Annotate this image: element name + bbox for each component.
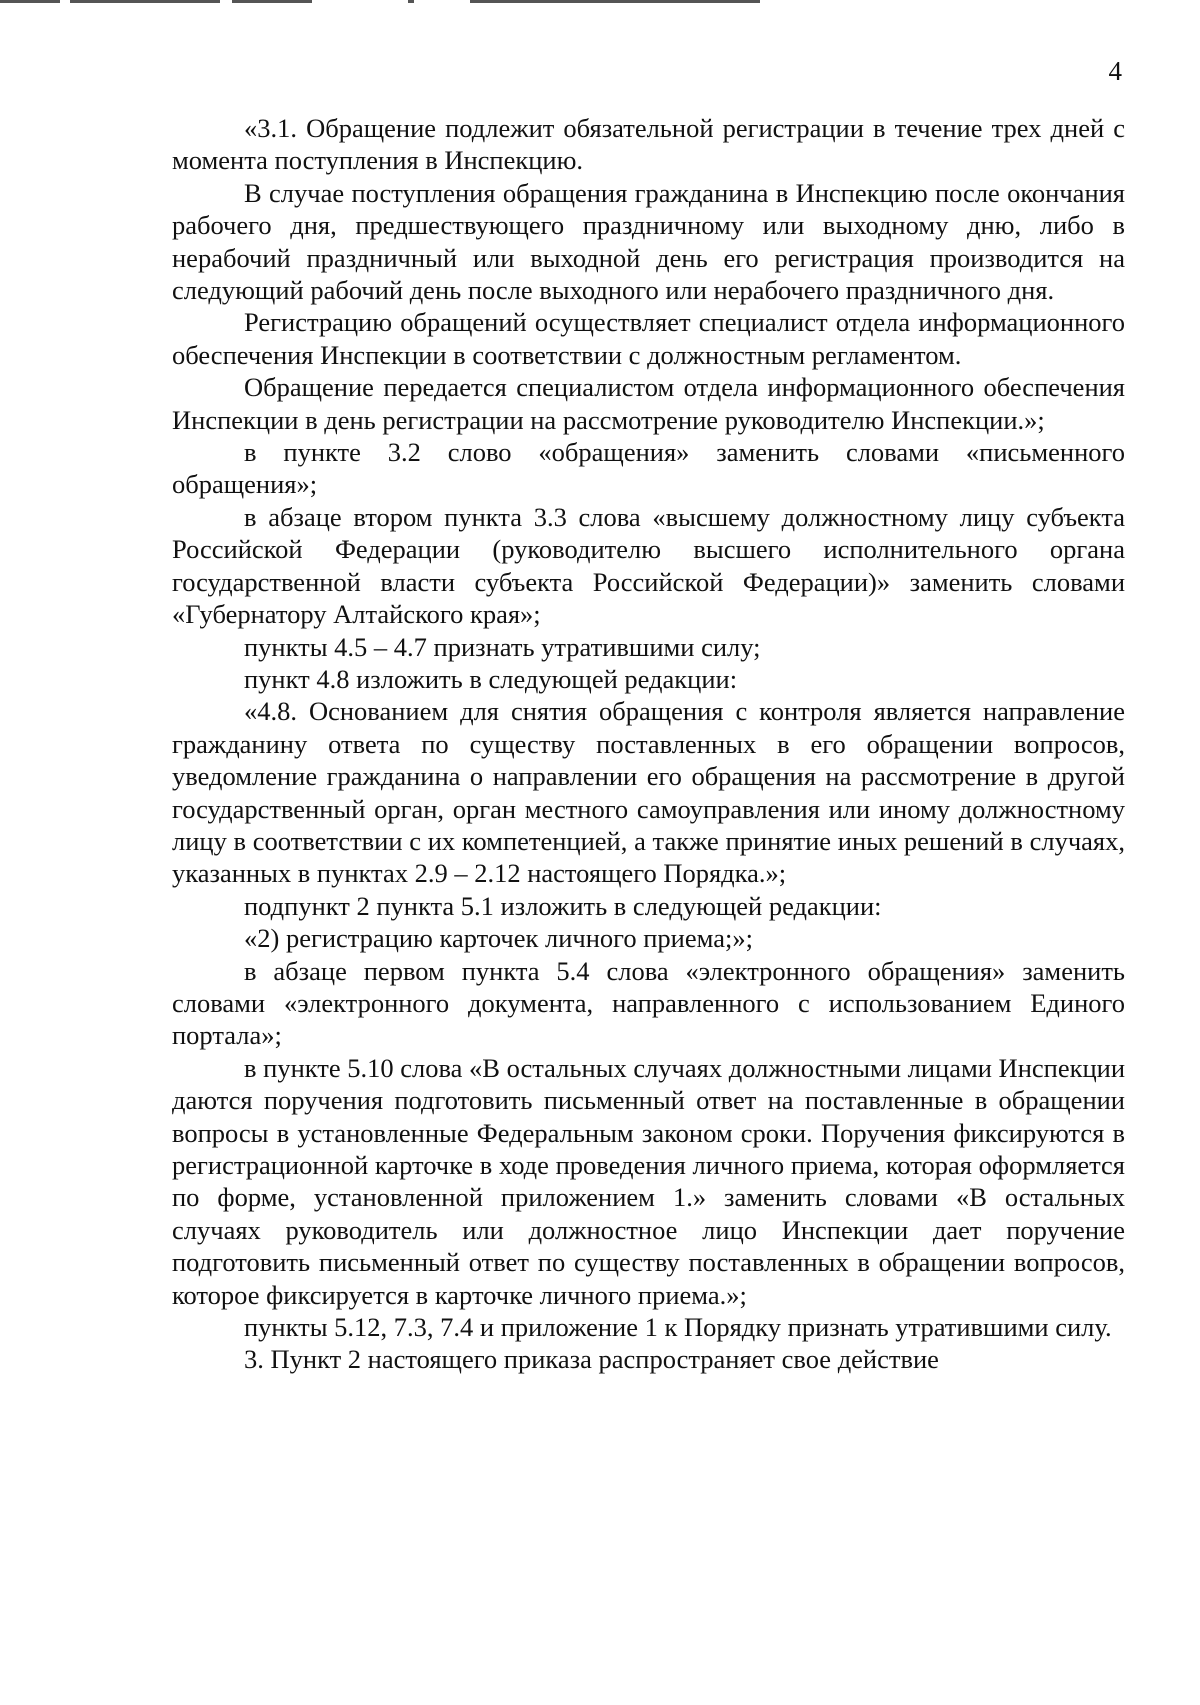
- paragraph-item-5-4: в абзаце первом пункта 5.4 слова «электронного обращения» заменить словами «электронного документа, направленного с использованием Единого портала»;: [172, 955, 1125, 1051]
- scan-artifact-strip: [0, 0, 1200, 6]
- paragraph-registration-holidays: В случае поступления обращения гражданина в Инспекцию после окончания рабочего дня, предшествующего праздничному или выходному дню, либо в нерабочий праздничный или выходной день его регистрация производится на следующий рабочий день после выходного или нерабочего праздничного дня.: [172, 177, 1125, 306]
- paragraph-3-1: «3.1. Обращение подлежит обязательной регистрации в течение трех дней с момента поступления в Инспекцию.: [172, 113, 1125, 176]
- paragraph-items-4-5-4-7: пункты 4.5 – 4.7 признать утратившими силу;: [244, 631, 761, 662]
- paragraph-registration-specialist: Регистрацию обращений осуществляет специалист отдела информационного обеспечения Инспекции в соответствии с должностным регламентом.: [172, 307, 1125, 370]
- paragraph-item-3-2: в пункте 3.2 слово «обращения» заменить словами «письменного обращения»;: [172, 437, 1125, 500]
- paragraph-item-5-1-text: «2) регистрацию карточек личного приема;»;: [244, 923, 753, 954]
- paragraph-section-3: 3. Пункт 2 настоящего приказа распространяет свое действие: [244, 1344, 939, 1375]
- paragraph-item-4-8: «4.8. Основанием для снятия обращения с контроля является направление гражданину ответа по существу поставленных в его обращении вопросов, уведомление гражданина о направлении его обращения на рассмотрение в другой государственный орган, орган местного самоуправления или иному должностному лицу в соответствии с их компетенцией, а также принятие иных решений в случаях, указанных в пунктах 2.9 – 2.12 настоящего Порядка.»;: [172, 696, 1125, 889]
- paragraph-item-5-10: в пункте 5.10 слова «В остальных случаях должностными лицами Инспекции даются поручения подготовить письменный ответ на поставленные в обращении вопросы в установленные Федеральным законом сроки. Поручения фиксируются в регистрационной карточке в ходе проведения личного приема, которая оформляется по форме, установленной приложением 1.» заменить словами «В остальных случаях руководитель или должностное лицо Инспекции дает поручение подготовить письменный ответ по существу поставленных в обращении вопросов, которое фиксируется в карточке личного приема.»;: [172, 1052, 1125, 1310]
- paragraph-item-3-3: в абзаце втором пункта 3.3 слова «высшему должностному лицу субъекта Российской Федерации (руководителю высшего исполнительного органа государственной власти субъекта Российской Федерации)» заменить словами «Губернатору Алтайского края»;: [172, 501, 1125, 630]
- paragraph-item-5-1-intro: подпункт 2 пункта 5.1 изложить в следующей редакции:: [244, 890, 882, 921]
- document-body: [172, 112, 1125, 1376]
- paragraph-items-repealed: пункты 5.12, 7.3, 7.4 и приложение 1 к Порядку признать утратившими силу.: [244, 1312, 1112, 1343]
- paragraph-item-4-8-intro: пункт 4.8 изложить в следующей редакции:: [244, 663, 738, 694]
- page-number: 4: [1108, 56, 1122, 86]
- paragraph-transfer-to-head: Обращение передается специалистом отдела информационного обеспечения Инспекции в день регистрации на рассмотрение руководителю Инспекции.»;: [172, 372, 1125, 435]
